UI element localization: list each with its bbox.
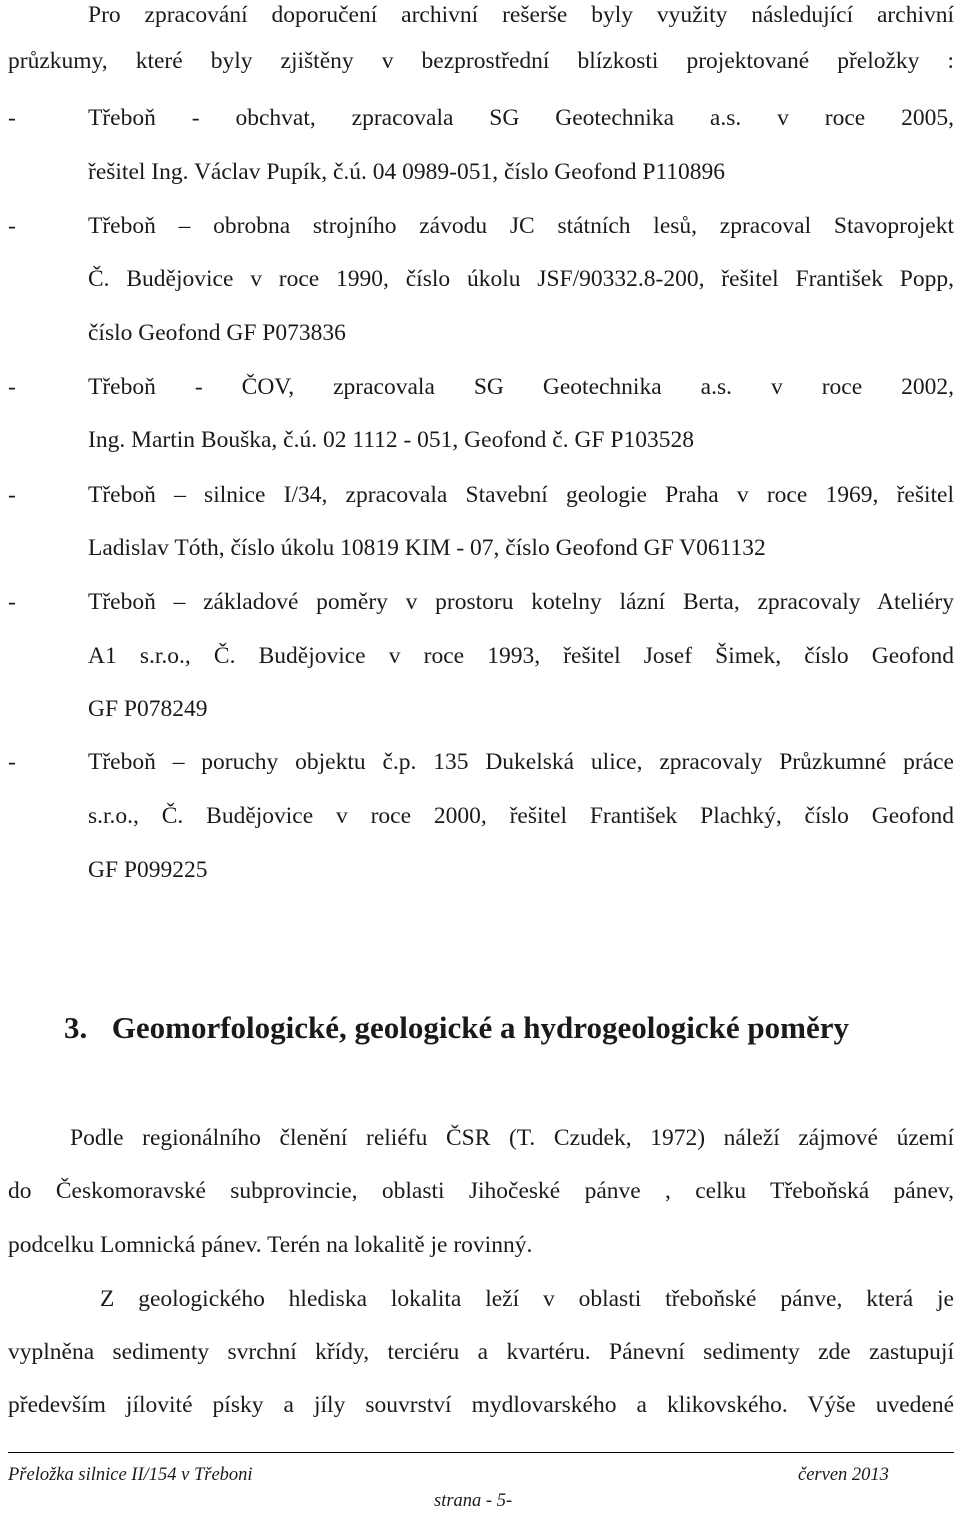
list-item-line: Třeboň - ČOV, zpracovala SG Geotechnika a.s. v roce 2002, [88, 374, 954, 400]
list-dash: - [8, 105, 16, 131]
list-dash: - [8, 374, 16, 400]
list-item-line: číslo Geofond GF P073836 [88, 320, 346, 346]
list-item-line: GF P078249 [88, 696, 208, 722]
list-dash: - [8, 482, 16, 508]
paragraph-line: podcelku Lomnická pánev. Terén na lokalitě je rovinný. [8, 1232, 533, 1258]
section-heading [64, 1008, 849, 1048]
list-item-line: Ing. Martin Bouška, č.ú. 02 1112 - 051, Geofond č. GF P103528 [88, 427, 694, 453]
list-dash: - [8, 589, 16, 615]
list-item-line: Třeboň – poruchy objektu č.p. 135 Dukelská ulice, zpracovaly Průzkumné práce [88, 749, 954, 775]
intro-line-2: průzkumy, které byly zjištěny v bezprostřední blízkosti projektované přeložky : [8, 48, 954, 74]
list-item-line: GF P099225 [88, 857, 208, 883]
section-title: Geomorfologické, geologické a hydrogeologické poměry [111, 1010, 850, 1045]
list-item-line: Třeboň – obrobna strojního závodu JC státních lesů, zpracoval Stavoprojekt [88, 213, 954, 239]
paragraph-line: Z geologického hlediska lokalita leží v oblasti třeboňské pánve, která je [100, 1286, 954, 1312]
paragraph-line: do Českomoravské subprovincie, oblasti Jihočeské pánve , celku Třeboňská pánev, [8, 1178, 954, 1204]
list-dash: - [8, 749, 16, 775]
footer-date: červen 2013 [798, 1465, 889, 1485]
page-number: strana - 5- [434, 1491, 513, 1511]
list-item-line: řešitel Ing. Václav Pupík, č.ú. 04 0989-051, číslo Geofond P110896 [88, 159, 726, 185]
list-item-line: A1 s.r.o., Č. Budějovice v roce 1993, řešitel Josef Šimek, číslo Geofond [88, 643, 954, 669]
list-item-line: Třeboň – silnice I/34, zpracovala Stavební geologie Praha v roce 1969, řešitel [88, 482, 954, 508]
paragraph-line: Podle regionálního členění reliéfu ČSR (T. Czudek, 1972) náleží zájmové území [70, 1125, 954, 1151]
list-item-line: Ladislav Tóth, číslo úkolu 10819 KIM - 07, číslo Geofond GF V061132 [88, 535, 766, 561]
list-item-line: Třeboň - obchvat, zpracovala SG Geotechnika a.s. v roce 2005, [88, 105, 954, 131]
footer-title: Přeložka silnice II/154 v Třeboni [8, 1465, 253, 1485]
intro-line-1: Pro zpracování doporučení archivní rešerše byly využity následující archivní [88, 2, 954, 28]
paragraph-line: především jílovité písky a jíly souvrství mydlovarského a klikovského. Výše uvedené [8, 1392, 954, 1418]
footer-divider [8, 1452, 954, 1453]
list-item-line: Třeboň – základové poměry v prostoru kotelny lázní Berta, zpracovaly Ateliéry [88, 589, 954, 615]
list-item-line: Č. Budějovice v roce 1990, číslo úkolu JSF/90332.8-200, řešitel František Popp, [88, 266, 954, 292]
list-dash: - [8, 213, 16, 239]
section-number: 3. [64, 1010, 88, 1045]
list-item-line: s.r.o., Č. Budějovice v roce 2000, řešitel František Plachký, číslo Geofond [88, 803, 954, 829]
paragraph-line: vyplněna sedimenty svrchní křídy, terciéru a kvartéru. Pánevní sedimenty zde zastupují [8, 1339, 954, 1365]
